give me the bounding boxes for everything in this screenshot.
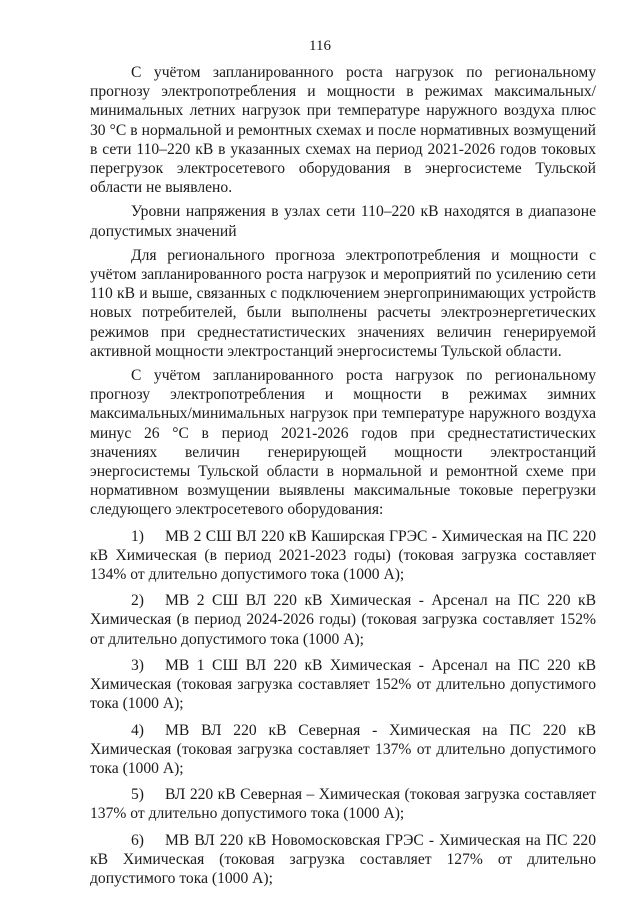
- list-item-text: МВ ВЛ 220 кВ Северная - Химическая на ПС 220 кВ Химическая (токовая загрузка составляет 137% от длительно допустимого тока (1000 А);: [90, 721, 596, 777]
- paragraph: С учётом запланированного роста нагрузок по региональному прогнозу электропотребления и мощности в режимах зимних максимальных/минимальных нагрузок при температуре наружного воздуха минус 26 °С в период 2021-2026 годов при среднестатистических значениях величин генерирующей мощности электростанций энергосистемы Тульской области в нормальной и ремонтной схеме при нормативном возмущении выявлены максимальные токовые перегрузки следующего электросетевого оборудования:: [90, 367, 596, 519]
- list-item-text: МВ ВЛ 220 кВ Новомосковская ГРЭС - Химическая на ПС 220 кВ Химическая (токовая загрузка составляет 127% от длительно допустимого тока (1000 А);: [90, 831, 596, 887]
- list-item: [90, 778, 596, 823]
- list-item-text: МВ 2 СШ ВЛ 220 кВ Каширская ГРЭС - Химическая на ПС 220 кВ Химическая (в период 2021-2023 годы) (токовая загрузка составляет 134% от длительно допустимого тока (1000 А);: [90, 527, 596, 584]
- list-item: [90, 824, 596, 889]
- list-item-text: МВ 2 СШ ВЛ 220 кВ Химическая - Арсенал на ПС 220 кВ Химическая (в период 2024-2026 годы) (токовая загрузка составляет 152% от длительно допустимого тока (1000 А);: [90, 592, 596, 648]
- list-item-number: 1): [131, 527, 144, 545]
- list-item: [90, 714, 596, 779]
- list-item-number: 2): [131, 592, 144, 610]
- list-item: [90, 649, 596, 714]
- list-item: [90, 520, 596, 585]
- list-item-text: ВЛ 220 кВ Северная – Химическая (токовая загрузка составляет 137% от длительно допустимого тока (1000 А);: [90, 786, 596, 823]
- list-item-number: 6): [131, 831, 144, 849]
- list-item-text: МВ 1 СШ ВЛ 220 кВ Химическая - Арсенал на ПС 220 кВ Химическая (токовая загрузка составляет 152% от длительно допустимого тока (1000 А);: [90, 656, 596, 713]
- list-item-number: 4): [131, 721, 144, 739]
- paragraph: С учётом запланированного роста нагрузок по региональному прогнозу электропотребления и мощности в режимах максимальных/минимальных летних нагрузок при температуре наружного воздуха плюс 30 °С в нормальной и ремонтных схемах и после нормативных возмущений в сети 110–220 кВ в указанных схемах на период 2021-2026 годов токовых перегрузок электросетевого оборудования в энергосистеме Тульской области не выявлено.: [90, 64, 596, 197]
- paragraph: Для регионального прогноза электропотребления и мощности с учётом запланированного роста нагрузок и мероприятий по усилению сети 110 кВ и выше, связанных с подключением энергопринимающих устройств новых потребителей, были выполнены расчеты электроэнергетических режимов при среднестатистических значениях величин генерируемой активной мощности электростанций энергосистемы Тульской области.: [90, 246, 596, 360]
- paragraph: Уровни напряжения в узлах сети 110–220 кВ находятся в диапазоне допустимых значений: [90, 203, 596, 240]
- list-item: [90, 584, 596, 649]
- document-body: [90, 63, 596, 888]
- list-item-number: 3): [131, 656, 144, 674]
- page-number: 116: [309, 38, 331, 54]
- list-item-number: 5): [131, 786, 144, 804]
